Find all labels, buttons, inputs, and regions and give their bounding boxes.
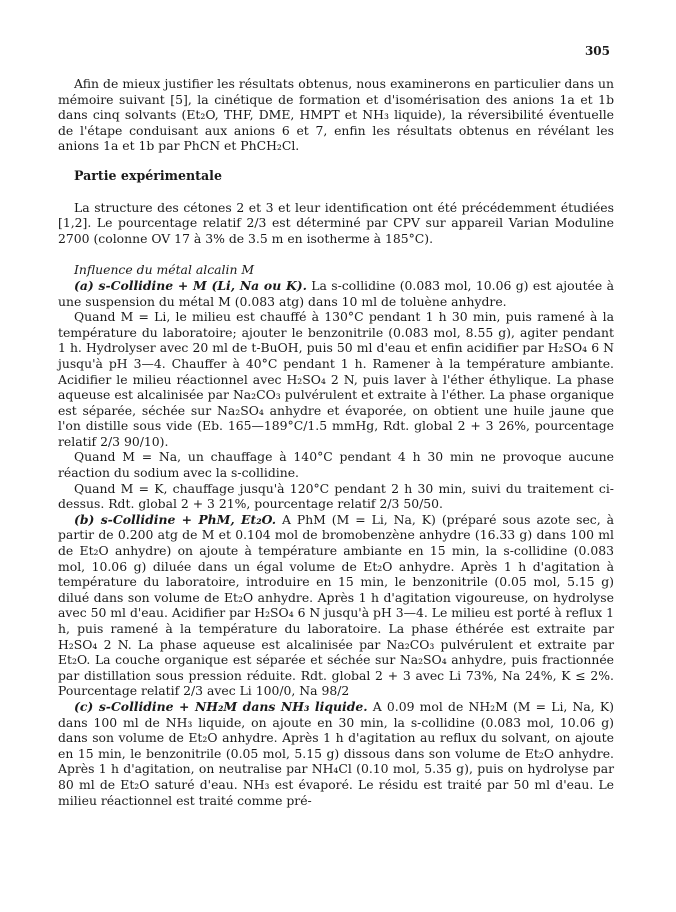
section-heading: Partie expérimentale [74,167,222,183]
exp-intro-paragraph: La structure des cétones 2 et 3 et leur identification ont été précédemment étudiées [1,2]. Le pourcentage relatif 2/3 est déterminé par CPV sur appareil Varian Moduline 2700 (colonne OV 17 à 3% de 3.5 m en isotherme à 185°C). [58,199,614,246]
paragraph-k: Quand M = K, chauffage jusqu'à 120°C pendant 2 h 30 min, suivi du traitement ci-dessus. Rdt. global 2 + 3 21%, pourcentage relatif 2/3 50/50. [58,480,614,512]
paragraph-a-text: La s-collidine (0.083 mol, 10.06 g) est ajoutée à une suspension du métal M (0.083 atg) dans 10 ml de toluène anhydre. [58,277,614,309]
page-body [58,76,614,808]
page-number: 305 [584,44,610,58]
paragraph-b-text: A PhM (M = Li, Na, K) (préparé sous azote sec, à partir de 0.200 atg de M et 0.104 mol de bromobenzène anhydre (16.33 g) dans 100 ml de Et₂O anhydre) on ajoute à température ambiante en 15 min, la s-collidine (0.083 mol, 10.06 g) diluée dans un égal volume de Et₂O anhydre. Après 1 h d'agitation à température du laboratoire, introduire en 15 min, le benzonitrile (0.05 mol, 5.15 g) dilué dans son volume de Et₂O anhydre. Après 1 h d'agitation vigoureuse, on hydrolyse avec 50 ml d'eau. Acidifier par H₂SO₄ 6 N jusqu'à pH 3—4. Le milieu est porté à reflux 1 h, puis ramené à la température du laboratoire. La phase éthérée est extraite par H₂SO₄ 2 N. La phase aqueuse est alcalinisée par Na₂CO₃ pulvérulent et extraite par Et₂O. La couche organique est séparée et séchée sur Na₂SO₄ anhydre, puis fractionnée par distillation sous pression réduite. Rdt. global 2 + 3 avec Li 73%, Na 24%, K ≤ 2%. Pourcentage relatif 2/3 avec Li 100/0, Na 98/2 [58,511,614,699]
intro-paragraph: Afin de mieux justifier les résultats obtenus, nous examinerons en particulier dans un mémoire suivant [5], la cinétique de formation et d'isomérisation des anions 1a et 1b dans cinq solvants (Et₂O, THF, DME, HMPT et NH₃ liquide), la réversibilité éventuelle de l'étape conduisant aux anions 6 et 7, enfin les résultats obtenus en révélant les anions 1a et 1b par PhCN et PhCH₂Cl. [58,76,614,154]
paragraph-b-heading: (b) s-Collidine + PhM, Et₂O. [74,511,277,527]
spacer [58,246,614,262]
subsection-heading: Influence du métal alcalin M [74,262,255,278]
paragraph-b [58,512,614,699]
paragraph-a-heading: (a) s-Collidine + M (Li, Na ou K). [74,277,307,293]
paragraph-a [58,278,614,309]
paragraph-c-heading: (c) s-Collidine + NH₂M dans NH₃ liquide. [74,698,368,714]
paragraph-na: Quand M = Na, un chauffage à 140°C pendant 4 h 30 min ne provoque aucune réaction du sodium avec la s-collidine. [58,449,614,481]
spacer [58,184,614,200]
spacer [58,154,614,168]
paragraph-c-text: A 0.09 mol de NH₂M (M = Li, Na, K) dans 100 ml de NH₃ liquide, on ajoute en 30 min, la s-collidine (0.083 mol, 10.06 g) dans son volume de Et₂O anhydre. Après 1 h d'agitation au reflux du solvant, on ajoute en 15 min, le benzonitrile (0.05 mol, 5.15 g) dissous dans son volume de Et₂O anhydre. Après 1 h d'agitation, on neutralise par NH₄Cl (0.10 mol, 5.35 g), puis on hydrolyse par 80 ml de Et₂O saturé d'eau. NH₃ est évaporé. Le résidu est traité par 50 ml d'eau. Le milieu réactionnel est traité comme pré- [58,698,614,808]
paragraph-li: Quand M = Li, le milieu est chauffé à 130°C pendant 1 h 30 min, puis ramené à la température du laboratoire; ajouter le benzonitrile (0.083 mol, 8.55 g), agiter pendant 1 h. Hydrolyser avec 20 ml de t-BuOH, puis 50 ml d'eau et enfin acidifier par H₂SO₄ 6 N jusqu'à pH 3—4. Chauffer à 40°C pendant 1 h. Ramener à la température ambiante. Acidifier le milieu réactionnel avec H₂SO₄ 2 N, puis laver à l'éther éthylique. La phase aqueuse est alcalinisée par Na₂CO₃ pulvérulent et extraite à l'éther. La phase organique est séparée, séchée sur Na₂SO₄ anhydre et évaporée, on obtient une huile jaune que l'on distille sous vide (Eb. 165—189°C/1.5 mmHg, Rdt. global 2 + 3 26%, pourcentage relatif 2/3 90/10). [58,309,614,449]
paragraph-c [58,699,614,808]
